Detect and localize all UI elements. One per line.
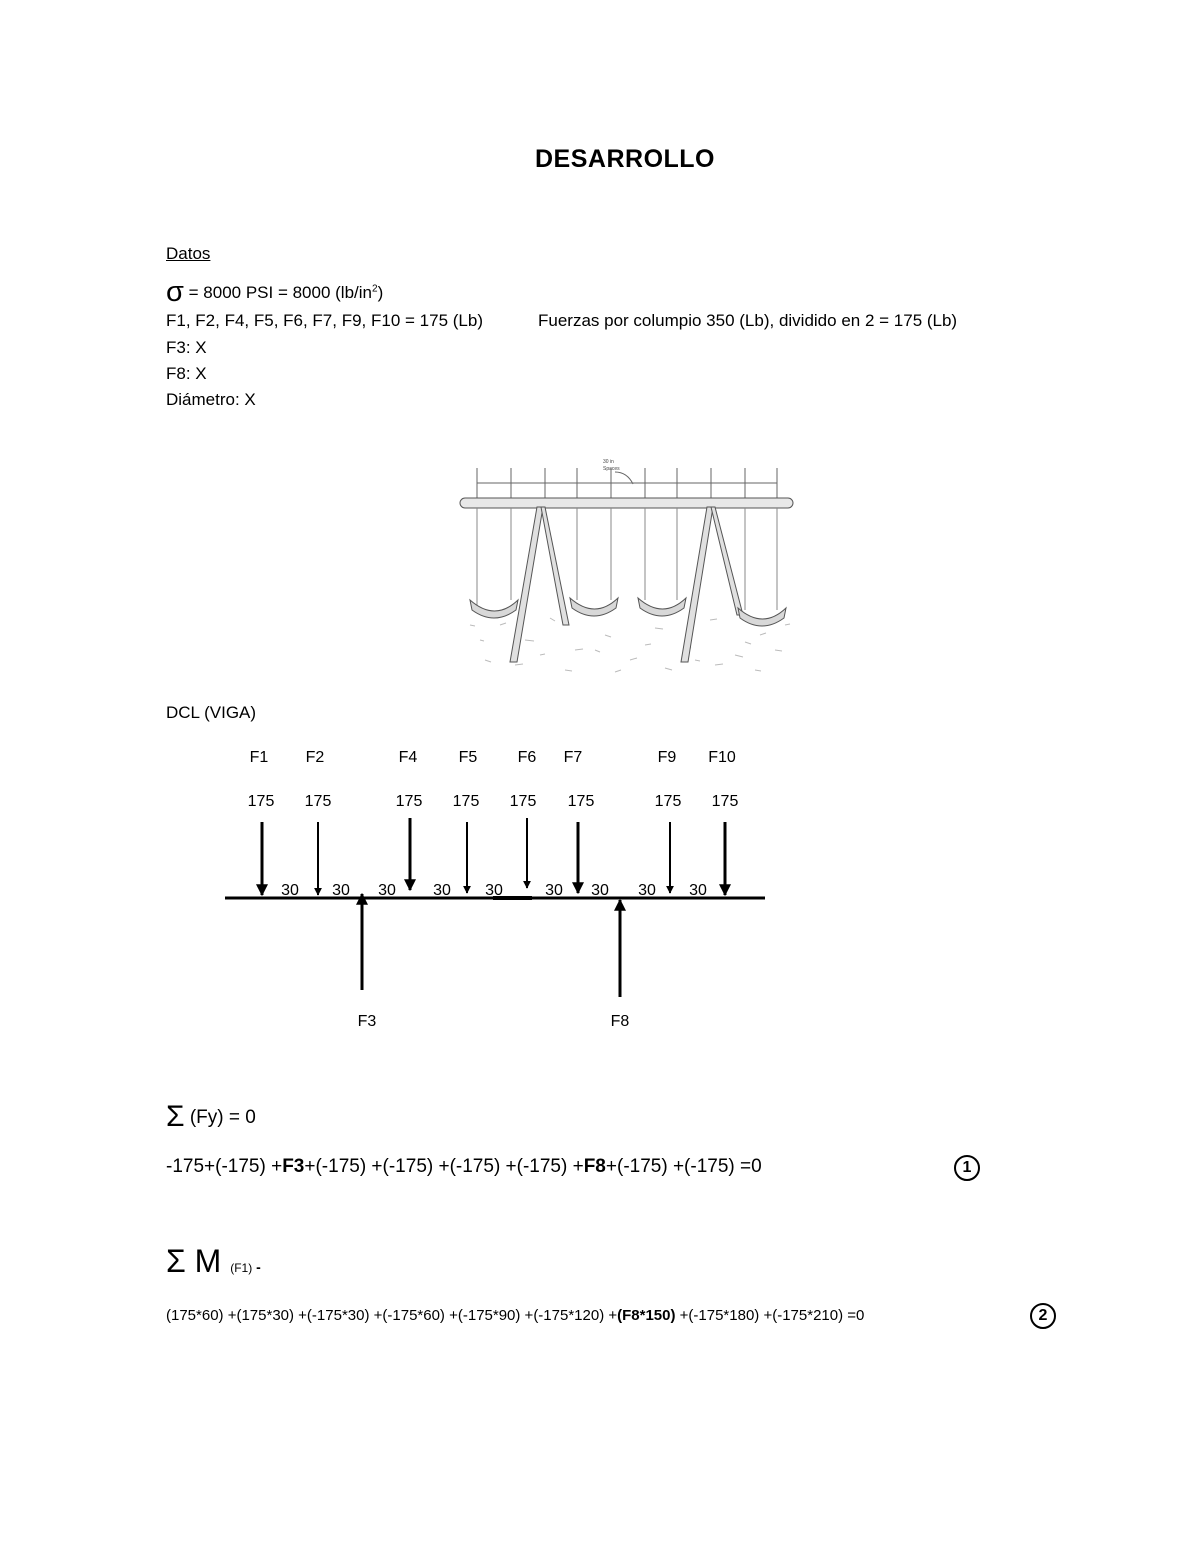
load-name: F9 — [657, 749, 677, 766]
reaction-f8 — [611, 900, 630, 1030]
spacing-label: 30 — [638, 882, 656, 899]
load-f5 — [453, 749, 480, 893]
spacing-label: 30 — [433, 882, 451, 899]
sum-m-dash: - — [252, 1259, 261, 1275]
sigma-icon: Σ — [166, 1100, 185, 1133]
spacing-labels — [281, 882, 707, 899]
load-f6 — [510, 749, 537, 888]
sum-fy-label: (Fy) = 0 — [184, 1107, 256, 1128]
load-f7 — [564, 749, 595, 893]
load-name: F7 — [563, 749, 583, 766]
spacing-label: 30 — [689, 882, 707, 899]
sigma-symbol: σ — [166, 276, 184, 308]
load-name: F6 — [517, 749, 537, 766]
sum-m-subscript: (F1) — [230, 1261, 253, 1275]
sigma-close: ) — [377, 283, 384, 302]
dimension-label-2: Spaces — [603, 466, 620, 472]
datos-heading: Datos — [166, 244, 211, 263]
equation-number-1: 1 — [954, 1155, 980, 1181]
spacing-label: 30 — [591, 882, 609, 899]
eq-text: (175*60) +(175*30) +(-175*30) +(-175*60) +(-175*90) +(-175*120) + — [166, 1307, 618, 1324]
eq-bold-f3: F3 — [282, 1156, 305, 1177]
load-value: 175 — [711, 793, 739, 810]
reaction-label: F8 — [610, 1013, 630, 1030]
forces-line: F1, F2, F4, F5, F6, F7, F9, F10 = 175 (Lb) — [166, 311, 483, 330]
eq-text: -175+(-175) + — [166, 1156, 283, 1177]
sum-fy-equation — [166, 1156, 762, 1178]
dcl-heading: DCL (VIGA) — [166, 703, 257, 722]
reaction-f3 — [358, 894, 377, 1030]
load-f10 — [708, 749, 738, 895]
forces-note: Fuerzas por columpio 350 (Lb), dividido en 2 = 175 (Lb) — [538, 311, 958, 330]
reaction-label: F3 — [357, 1013, 377, 1030]
spacing-label: 30 — [332, 882, 350, 899]
load-value: 175 — [452, 793, 480, 810]
eq-bold-f8: F8 — [583, 1156, 606, 1177]
f8-line: F8: X — [166, 364, 207, 383]
spacing-label: 30 — [378, 882, 396, 899]
load-value: 175 — [567, 793, 595, 810]
eq-text: +(-175) +(-175) +(-175) +(-175) + — [304, 1156, 584, 1177]
equation-number-2: 2 — [1030, 1303, 1056, 1329]
load-name: F1 — [249, 749, 269, 766]
swing-set-illustration — [455, 450, 800, 680]
diametro-line: Diámetro: X — [166, 390, 256, 409]
load-name: F10 — [708, 749, 736, 766]
dimension-label-1: 30 in — [603, 459, 614, 465]
load-name: F2 — [305, 749, 325, 766]
eq-text: +(-175*180) +(-175*210) =0 — [675, 1307, 865, 1324]
eq-bold-f8: (F8*150) — [617, 1307, 676, 1324]
eq-text: +(-175) +(-175) =0 — [605, 1156, 762, 1177]
load-f2 — [305, 749, 332, 895]
sum-m-equation — [166, 1307, 864, 1324]
sum-m-heading — [166, 1243, 261, 1280]
load-value: 175 — [654, 793, 682, 810]
sigma-value: = 8000 PSI = 8000 (lb/in — [183, 283, 372, 302]
f3-line: F3: X — [166, 338, 207, 357]
sigma-line — [166, 276, 383, 309]
sum-fy-heading — [166, 1100, 256, 1134]
load-value: 175 — [247, 793, 275, 810]
sum-m-label: M — [185, 1243, 231, 1279]
spacing-label: 30 — [281, 882, 299, 899]
load-value: 175 — [509, 793, 537, 810]
load-f1 — [248, 749, 275, 895]
free-body-diagram — [0, 730, 1200, 1040]
spacing-label: 30 — [485, 882, 503, 899]
spacing-label: 30 — [545, 882, 563, 899]
load-f4 — [396, 749, 423, 890]
load-f9 — [655, 749, 682, 893]
sigma-exponent: 2 — [372, 283, 378, 295]
load-value: 175 — [395, 793, 423, 810]
load-value: 175 — [304, 793, 332, 810]
load-name: F5 — [458, 749, 478, 766]
sigma-icon: Σ — [166, 1243, 186, 1279]
load-name: F4 — [398, 749, 418, 766]
page-title: DESARROLLO — [535, 145, 715, 173]
